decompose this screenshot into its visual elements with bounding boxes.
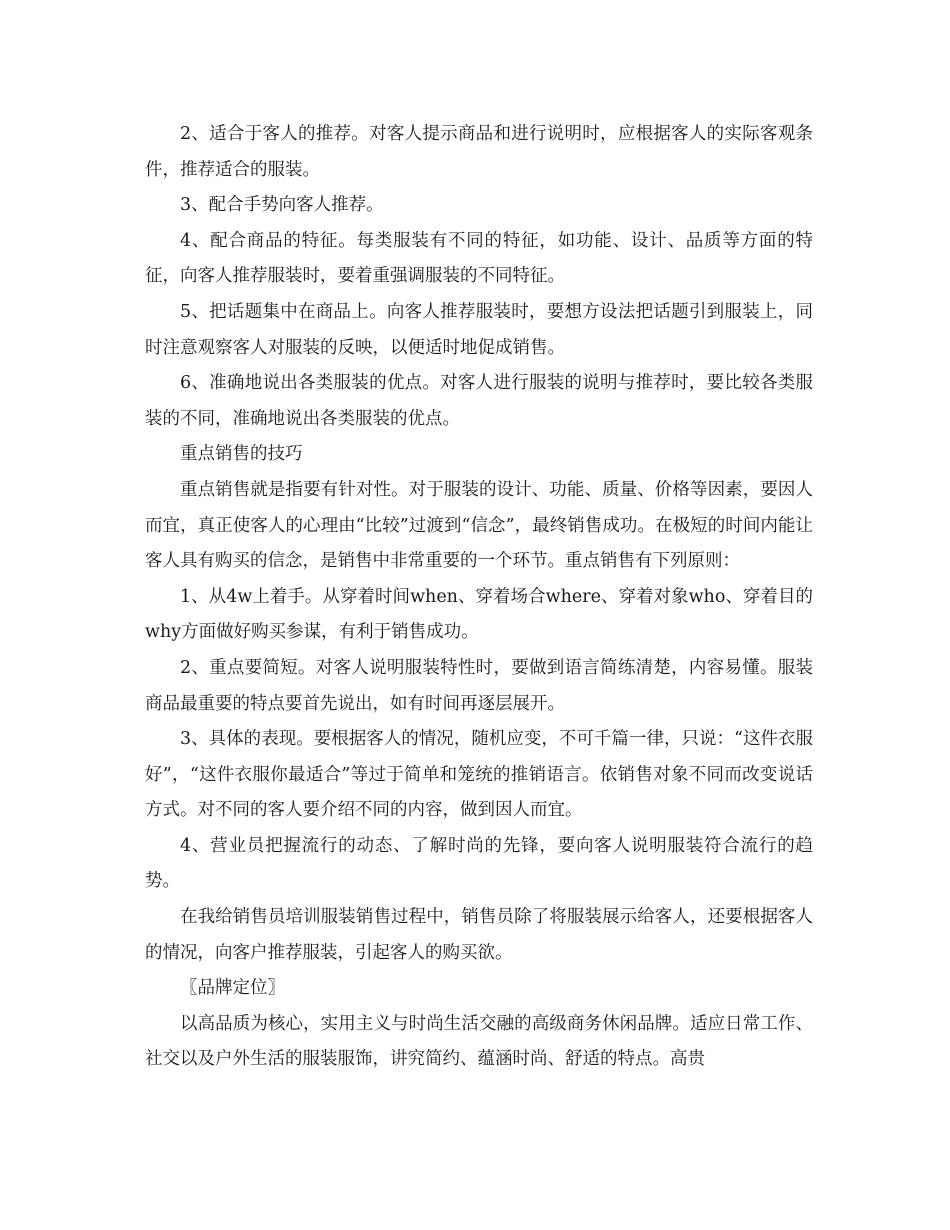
paragraph-training: 在我给销售员培训服装销售过程中，销售员除了将服装展示给客人，还要根据客人的情况，向客户推荐服装，引起客人的购买欲。	[145, 907, 813, 963]
paragraph-specific: 3、具体的表现。要根据客人的情况，随机应变，不可千篇一律，只说：“这件衣服好”，“这件衣服你最适合”等过于简单和笼统的推销语言。依销售对象不同而改变说话方式。对不同的客人要介绍不同的内容，做到因人而宜。	[145, 729, 813, 821]
section-heading-key-sales: 重点销售的技巧	[180, 444, 303, 465]
document-body	[145, 117, 813, 1078]
paragraph-brevity: 2、重点要简短。对客人说明服装特性时，要做到语言简练清楚，内容易懂。服装商品最重要的特点要首先说出，如有时间再逐层展开。	[145, 657, 813, 714]
paragraph-key-sales-intro: 重点销售就是指要有针对性。对于服装的设计、功能、质量、价格等因素，要因人而宜，真正使客人的心理由“比较”过渡到“信念”，最终销售成功。在极短的时间内能让客人具有购买的信念，是销售中非常重要的一个环节。重点销售有下列原则：	[145, 479, 813, 572]
paragraph-advantages: 6、准确地说出各类服装的优点。对客人进行服装的说明与推荐时，要比较各类服装的不同，准确地说出各类服装的优点。	[145, 373, 813, 429]
paragraph-trends: 4、营业员把握流行的动态、了解时尚的先锋，要向客人说明服装符合流行的趋势。	[145, 835, 813, 892]
section-heading-brand: 〖品牌定位〗	[180, 978, 285, 999]
paragraph-topic-focus: 5、把话题集中在商品上。向客人推荐服装时，要想方设法把话题引到服装上，同时注意观察客人对服装的反映，以便适时地促成销售。	[145, 301, 813, 358]
paragraph-features: 4、配合商品的特征。每类服装有不同的特征，如功能、设计、品质等方面的特征，向客人推荐服装时，要着重强调服装的不同特征。	[145, 230, 813, 287]
paragraph-4w: 1、从4w上着手。从穿着时间when、穿着场合where、穿着对象who、穿着目的why方面做好购买参谋，有利于销售成功。	[145, 586, 813, 643]
paragraph-recommend-suitable: 2、适合于客人的推荐。对客人提示商品和进行说明时，应根据客人的实际客观条件，推荐适合的服装。	[145, 124, 813, 180]
paragraph-brand-positioning: 以高品质为核心，实用主义与时尚生活交融的高级商务休闲品牌。适应日常工作、社交以及户外生活的服装服饰，讲究简约、蕴涵时尚、舒适的特点。高贵	[145, 1013, 813, 1070]
paragraph-gesture: 3、配合手势向客人推荐。	[180, 195, 384, 216]
